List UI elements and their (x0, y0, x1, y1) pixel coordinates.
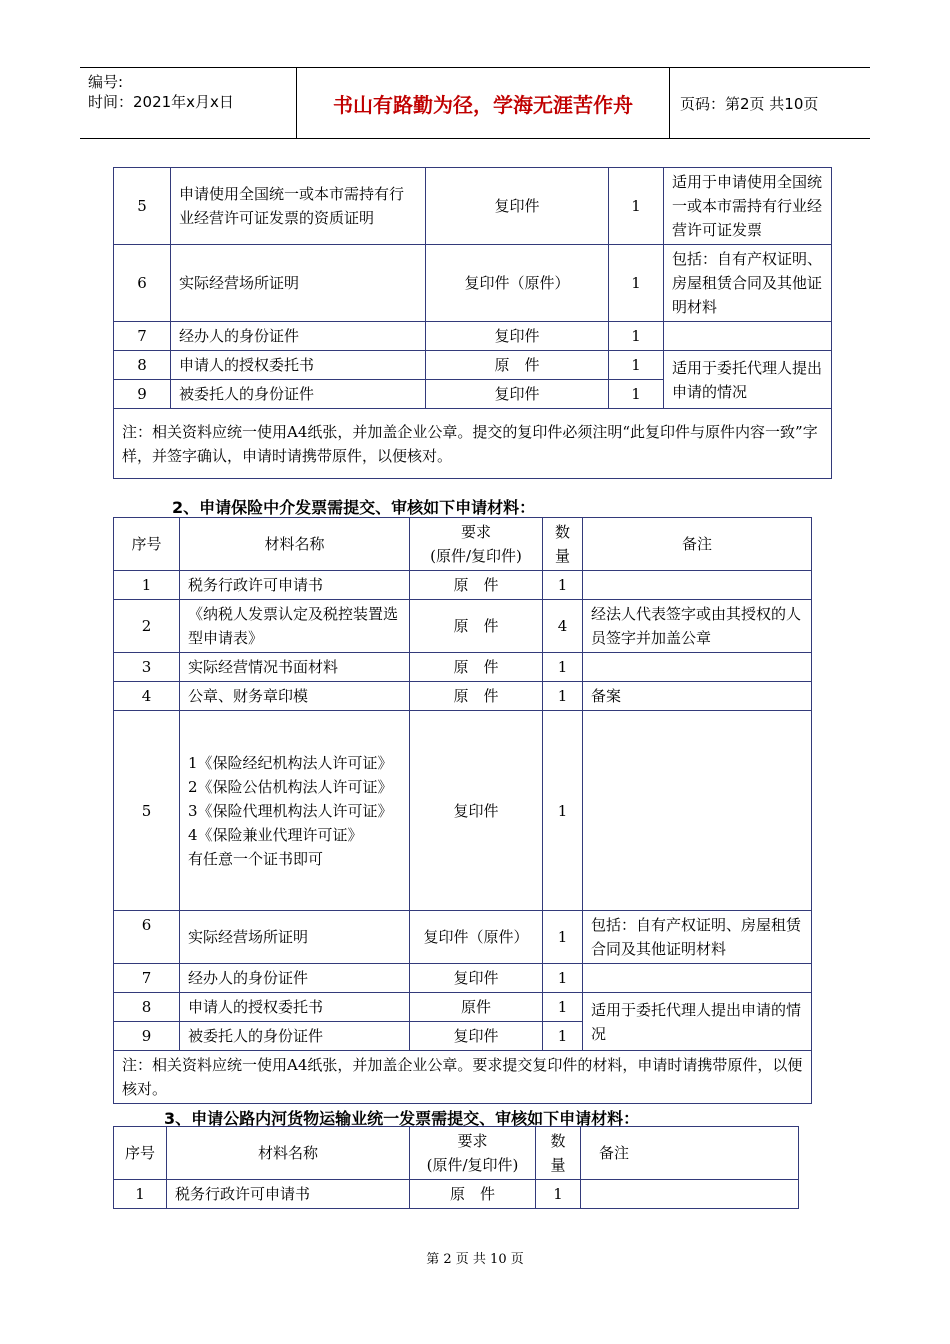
header-qty (536, 1127, 581, 1180)
license-option-2: 2《保险公估机构法人许可证》 (188, 777, 393, 796)
cell-name: 实际经营情况书面材料 (180, 653, 410, 682)
cell-req: 原 件 (410, 600, 543, 653)
table-row (114, 322, 832, 351)
cell-name: 被委托人的身份证件 (180, 1022, 410, 1051)
cell-note: 适用于申请使用全国统一或本市需持有行业经营许可证发票 (664, 168, 832, 245)
cell-note: 包括：自有产权证明、房屋租赁合同及其他证明材料 (664, 245, 832, 322)
cell-req: 复印件 (410, 711, 543, 911)
table-row (114, 351, 832, 380)
cell-no: 1 (114, 1180, 167, 1209)
table-footnote-row (114, 409, 832, 479)
header-qty-line2: 量 (554, 547, 570, 565)
cell-name: 申请人的授权委托书 (180, 993, 410, 1022)
cell-qty: 1 (543, 682, 583, 711)
cell-note (583, 653, 812, 682)
cell-req: 原件 (410, 993, 543, 1022)
cell-no: 4 (114, 682, 180, 711)
cell-qty: 1 (543, 1022, 583, 1051)
cell-qty: 1 (536, 1180, 581, 1209)
cell-req: 复印件 (410, 1022, 543, 1051)
cell-qty: 1 (543, 653, 583, 682)
cell-req: 复印件 (426, 380, 609, 409)
cell-note: 适用于委托代理人提出申请的情况 (583, 993, 812, 1051)
table-header-row (114, 1127, 799, 1180)
page-footer: 第 2 页 共 10 页 (426, 1252, 524, 1267)
cell-req: 复印件 (410, 964, 543, 993)
cell-req: 复印件（原件） (410, 911, 543, 964)
cell-no: 9 (114, 380, 171, 409)
table-1-continued (113, 167, 832, 479)
header-no: 序号 (114, 1127, 167, 1180)
header-qty-line1: 数 (554, 523, 570, 541)
table-row (114, 168, 832, 245)
header-req (410, 1127, 536, 1180)
doc-time: 时间：2021年x月x日 (88, 93, 234, 111)
header-name: 材料名称 (167, 1127, 410, 1180)
cell-qty: 1 (543, 993, 583, 1022)
license-option-3: 3《保险代理机构法人许可证》 (188, 801, 393, 820)
cell-no: 2 (114, 600, 180, 653)
cell-name: 实际经营场所证明 (180, 911, 410, 964)
header-req-line1: 要求 (460, 523, 491, 541)
cell-note: 备案 (583, 682, 812, 711)
cell-qty: 1 (543, 711, 583, 911)
table-2 (113, 517, 812, 1104)
header-note: 备注 (581, 1127, 799, 1180)
header-meta (80, 68, 297, 138)
cell-note (664, 322, 832, 351)
page-header (80, 67, 870, 139)
cell-name: 实际经营场所证明 (171, 245, 426, 322)
table-footnote: 注：相关资料应统一使用A4纸张，并加盖企业公章。要求提交复印件的材料，申请时请携带原件，以便核对。 (114, 1051, 812, 1104)
cell-name: 经办人的身份证件 (171, 322, 426, 351)
cell-qty: 1 (609, 380, 664, 409)
license-note: 有任意一个证书即可 (188, 849, 324, 868)
cell-qty: 1 (543, 571, 583, 600)
header-name: 材料名称 (180, 518, 410, 571)
cell-qty: 1 (609, 168, 664, 245)
cell-req: 原 件 (426, 351, 609, 380)
cell-name (180, 711, 410, 911)
cell-note (583, 711, 812, 911)
cell-no: 6 (114, 911, 180, 964)
cell-name: 被委托人的身份证件 (171, 380, 426, 409)
table-footnote-row (114, 1051, 812, 1104)
cell-name: 公章、财务章印模 (180, 682, 410, 711)
table-row (114, 964, 812, 993)
cell-req: 原 件 (410, 1180, 536, 1209)
cell-req: 复印件 (426, 168, 609, 245)
cell-qty: 1 (543, 964, 583, 993)
cell-req: 原 件 (410, 653, 543, 682)
header-note: 备注 (583, 518, 812, 571)
cell-note (583, 964, 812, 993)
header-req (410, 518, 543, 571)
cell-no: 5 (114, 168, 171, 245)
cell-qty: 1 (543, 911, 583, 964)
cell-no: 7 (114, 964, 180, 993)
cell-req: 复印件（原件） (426, 245, 609, 322)
header-motto: 书山有路勤为径，学海无涯苦作舟 (297, 68, 670, 138)
table-row (114, 993, 812, 1022)
cell-note: 包括：自有产权证明、房屋租赁合同及其他证明材料 (583, 911, 812, 964)
cell-name: 税务行政许可申请书 (167, 1180, 410, 1209)
doc-code-label: 编号: (88, 73, 124, 91)
table-row (114, 682, 812, 711)
cell-name: 经办人的身份证件 (180, 964, 410, 993)
cell-note: 经法人代表签字或由其授权的人员签字并加盖公章 (583, 600, 812, 653)
cell-name: 申请人的授权委托书 (171, 351, 426, 380)
table-row (114, 600, 812, 653)
table-row (114, 245, 832, 322)
cell-qty: 1 (609, 245, 664, 322)
cell-no: 3 (114, 653, 180, 682)
header-qty (543, 518, 583, 571)
header-qty-line1: 数 (550, 1132, 566, 1150)
table-row (114, 571, 812, 600)
header-no: 序号 (114, 518, 180, 571)
license-option-4: 4《保险兼业代理许可证》 (188, 825, 363, 844)
table-row (114, 1180, 799, 1209)
cell-no: 1 (114, 571, 180, 600)
cell-name: 申请使用全国统一或本市需持有行业经营许可证发票的资质证明 (171, 168, 426, 245)
cell-note (583, 571, 812, 600)
header-qty-line2: 量 (550, 1156, 566, 1174)
cell-qty: 1 (609, 322, 664, 351)
table-footnote: 注：相关资料应统一使用A4纸张，并加盖企业公章。提交的复印件必须注明“此复印件与原件内容一致”字样，并签字确认，申请时请携带原件，以便核对。 (114, 409, 832, 479)
section-3-title: 3、申请公路内河货物运输业统一发票需提交、审核如下申请材料： (164, 1109, 640, 1128)
header-req-line1: 要求 (457, 1132, 488, 1150)
section-2-title: 2、申请保险中介发票需提交、审核如下申请材料： (172, 498, 536, 517)
cell-req: 复印件 (426, 322, 609, 351)
table-row (114, 911, 812, 964)
cell-no: 6 (114, 245, 171, 322)
cell-name: 税务行政许可申请书 (180, 571, 410, 600)
table-3 (113, 1126, 799, 1209)
cell-qty: 1 (609, 351, 664, 380)
cell-no: 5 (114, 711, 180, 911)
table-row (114, 653, 812, 682)
header-req-line2: (原件/复印件) (426, 1156, 519, 1174)
cell-name: 《纳税人发票认定及税控装置选型申请表》 (180, 600, 410, 653)
cell-no: 8 (114, 993, 180, 1022)
cell-no: 7 (114, 322, 171, 351)
cell-req: 原 件 (410, 682, 543, 711)
license-option-1: 1《保险经纪机构法人许可证》 (188, 753, 393, 772)
table-header-row (114, 518, 812, 571)
table-row (114, 711, 812, 911)
header-page-info: 页码：第2页 共10页 (680, 94, 819, 113)
cell-no: 9 (114, 1022, 180, 1051)
cell-qty: 4 (543, 600, 583, 653)
header-req-line2: (原件/复印件) (430, 547, 522, 565)
cell-note (581, 1180, 799, 1209)
cell-req: 原 件 (410, 571, 543, 600)
cell-no: 8 (114, 351, 171, 380)
cell-note: 适用于委托代理人提出申请的情况 (664, 351, 832, 409)
